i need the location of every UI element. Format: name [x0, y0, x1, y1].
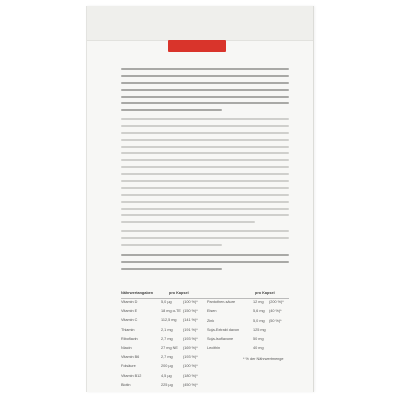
table-title: Nährwertangaben [121, 291, 154, 295]
table-cell: (40 %)* [269, 309, 282, 313]
product-box [86, 6, 314, 392]
table-cell: 225 µg [161, 382, 173, 387]
table-cell: 2,7 mg [161, 355, 173, 360]
text-block-intro [121, 68, 289, 116]
table-cell: (100 %)* [183, 364, 198, 369]
table-cell: Biotin [121, 382, 131, 387]
table-cell: (100 %)* [183, 300, 198, 304]
table-cell: 200 µg [161, 364, 173, 369]
table-cell: (193 %)* [183, 355, 198, 360]
nutrition-table [121, 290, 289, 390]
table-cell: 112,5 mg [161, 318, 177, 323]
table-cell: Thiamin [121, 327, 135, 332]
table-cell: Vitamin C [121, 318, 138, 323]
text-block-capsule-note [121, 230, 289, 251]
table-cell: Vitamin E [121, 309, 138, 314]
table-cell: Soja-Extrakt davon [207, 327, 240, 332]
table-cell: 18 mg α-TE [161, 309, 181, 314]
text-block-recommendation [121, 254, 289, 275]
table-cell: Folsäure [121, 364, 136, 369]
table-cell: 2,1 mg [161, 327, 173, 332]
table-cell: (141 %)* [183, 318, 198, 323]
table-cell: Zink [207, 318, 215, 323]
table-cell: Riboflavin [121, 336, 138, 341]
table-cell: (50 %)* [269, 318, 282, 323]
table-cell: 4,5 µg [161, 373, 172, 378]
table-cell: 125 mg [253, 327, 266, 332]
table-cell: Lecithin [207, 345, 221, 350]
column-header-per-capsule-right: pro Kapsel [255, 291, 275, 295]
column-header-per-capsule: pro Kapsel [169, 291, 189, 295]
table-cell: 50 mg [253, 336, 264, 341]
table-cell: Vitamin D [121, 300, 138, 304]
table-cell: 27 mg NE [161, 346, 178, 350]
table-cell: (150 %)* [183, 309, 198, 314]
table-cell: Eisen [207, 309, 217, 313]
text-block-ingredients [121, 118, 289, 228]
table-header [121, 290, 289, 299]
table-cell: Niacin [121, 346, 132, 350]
table-cell: 5,6 mg [253, 309, 265, 313]
table-cell: (193 %)* [183, 336, 198, 341]
table-cell: 40 mg [253, 345, 264, 350]
table-cell: (200 %)* [269, 300, 284, 304]
table-cell: Soja-Isoflavone [207, 336, 234, 341]
table-cell: 5,0 µg [161, 300, 172, 304]
table-cell: (191 %)* [183, 327, 198, 332]
table-cell: (450 %)* [183, 382, 198, 387]
table-cell: Vitamin B12 [121, 373, 142, 378]
table-cell: (180 %)* [183, 373, 198, 378]
table-cell: (169 %)* [183, 346, 198, 350]
table-cell: Vitamin B6 [121, 355, 140, 360]
table-cell: 12 mg [253, 300, 264, 304]
table-cell: 2,7 mg [161, 336, 173, 341]
table-cell: 5,0 mg [253, 318, 265, 323]
table-footnote: * % der Nährwertmenge [243, 357, 284, 361]
table-cell: Pantothen-säure [207, 300, 236, 304]
